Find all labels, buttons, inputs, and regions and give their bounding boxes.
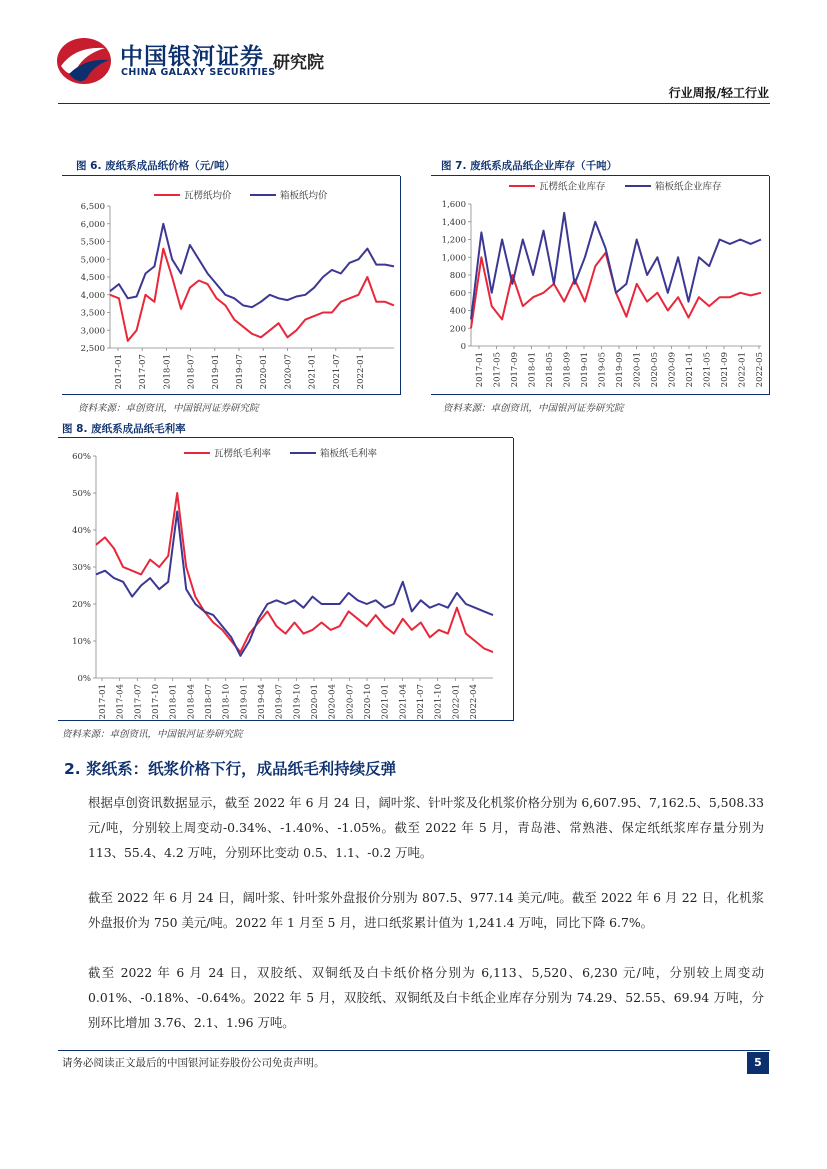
x-tick-label: 2019-07 xyxy=(274,684,285,720)
x-tick-label: 2020-07 xyxy=(345,684,356,720)
y-tick-label: 1,600 xyxy=(441,200,466,210)
y-tick-label: 1,400 xyxy=(441,217,466,228)
x-tick-label: 2019-09 xyxy=(615,352,625,388)
footer-divider xyxy=(58,1050,770,1051)
series-line-2 xyxy=(471,213,761,320)
x-tick-label: 2017-01 xyxy=(98,684,108,720)
figure-6-title: 图 6. 废纸系成品纸价格（元/吨） xyxy=(76,160,235,172)
x-tick-label: 2020-09 xyxy=(667,352,678,388)
x-tick-label: 2018-09 xyxy=(562,352,573,388)
figure-7-title: 图 7. 废纸系成品纸企业库存（千吨） xyxy=(441,160,618,172)
x-tick-label: 2021-01 xyxy=(307,354,318,390)
y-tick-label: 3,500 xyxy=(80,308,105,319)
y-tick-label: 20% xyxy=(72,600,91,610)
y-tick-label: 0% xyxy=(77,674,91,684)
x-tick-label: 2018-01 xyxy=(527,352,538,388)
x-tick-label: 2021-01 xyxy=(685,352,695,388)
x-tick-label: 2020-04 xyxy=(327,684,338,720)
x-tick-label: 2020-01 xyxy=(632,352,643,388)
galaxy-logo-icon xyxy=(55,36,113,86)
paragraph-3 xyxy=(88,960,764,1035)
x-tick-label: 2021-09 xyxy=(720,352,730,388)
x-tick-label: 2019-07 xyxy=(235,354,245,390)
y-tick-label: 50% xyxy=(72,489,91,499)
x-tick-label: 2018-07 xyxy=(186,354,197,390)
x-tick-label: 2022-01 xyxy=(451,684,462,720)
y-tick-label: 2,500 xyxy=(80,344,105,354)
y-tick-label: 10% xyxy=(72,637,91,647)
section-title: 2. 浆纸系：纸浆价格下行，成品纸毛利持续反弹 xyxy=(64,760,397,778)
x-tick-label: 2017-05 xyxy=(492,352,503,388)
x-tick-label: 2018-04 xyxy=(186,684,197,720)
figure-7-chart xyxy=(431,176,769,396)
x-tick-label: 2018-07 xyxy=(204,684,214,720)
x-tick-label: 2020-05 xyxy=(650,352,660,388)
x-tick-label: 2019-10 xyxy=(292,684,303,720)
footer-disclaimer: 请务必阅读正文最后的中国银河证券股份公司免责声明。 xyxy=(62,1057,325,1069)
x-tick-label: 2020-07 xyxy=(283,354,294,390)
x-tick-label: 2022-04 xyxy=(469,684,479,720)
series-line-2 xyxy=(110,224,394,307)
y-tick-label: 60% xyxy=(72,452,91,462)
y-tick-label: 600 xyxy=(449,288,466,299)
y-tick-label: 800 xyxy=(449,271,466,281)
y-tick-label: 3,000 xyxy=(80,326,105,337)
x-tick-label: 2021-10 xyxy=(433,684,444,720)
y-tick-label: 30% xyxy=(72,563,91,573)
y-tick-label: 6,000 xyxy=(80,219,105,230)
x-tick-label: 2018-10 xyxy=(221,684,232,720)
x-tick-label: 2017-10 xyxy=(151,684,161,720)
legend-label-1: 瓦楞纸均价 xyxy=(184,190,232,202)
y-tick-label: 0 xyxy=(460,342,466,352)
header-divider xyxy=(58,103,770,104)
x-tick-label: 2022-01 xyxy=(356,354,366,390)
figure-8-title: 图 8. 废纸系成品纸毛利率 xyxy=(62,423,186,435)
x-tick-label: 2017-04 xyxy=(115,684,126,720)
y-tick-label: 5,000 xyxy=(80,255,105,266)
x-tick-label: 2017-07 xyxy=(133,684,144,720)
x-tick-label: 2021-07 xyxy=(416,684,426,720)
legend-label-2: 箱板纸企业库存 xyxy=(655,181,722,193)
x-tick-label: 2021-07 xyxy=(331,354,342,390)
x-tick-label: 2021-04 xyxy=(398,684,409,720)
legend-label-1: 瓦楞纸毛利率 xyxy=(214,448,272,460)
x-tick-label: 2019-01 xyxy=(580,352,590,388)
y-tick-label: 200 xyxy=(449,324,466,335)
paragraph-1-text: 根据卓创资讯数据显示，截至 2022 年 6 月 24 日，阔叶浆、针叶浆及化机浆价格分别为 6,607.95、7,162.5、5,508.33 元/吨，分别较上周变动-0.34%、-1.40%、-1.05%。截至 2022 年 5 月，青岛港、常熟港、保定纸纸浆库存量分别为 113、55.4、4.2 万吨，分别环比变动 0.5、1.1、-0.2 万吨。 xyxy=(88,795,764,860)
y-tick-label: 40% xyxy=(72,526,91,536)
figure-8-source: 资料来源：卓创资讯，中国银河证券研究院 xyxy=(62,729,243,740)
x-tick-label: 2020-01 xyxy=(310,684,320,720)
figure-6-chart xyxy=(62,176,400,396)
y-tick-label: 6,500 xyxy=(80,202,105,212)
logo-english-name: CHINA GALAXY SECURITIES xyxy=(121,67,276,78)
x-tick-label: 2019-01 xyxy=(239,684,250,720)
page-number: 5 xyxy=(747,1052,769,1074)
x-tick-label: 2019-05 xyxy=(597,352,608,388)
y-tick-label: 4,000 xyxy=(80,290,105,301)
paragraph-2 xyxy=(88,885,764,935)
legend-label-2: 箱板纸毛利率 xyxy=(320,448,378,460)
report-type: 行业周报/轻工行业 xyxy=(668,86,769,100)
paragraph-3-text: 截至 2022 年 6 月 24 日，双胶纸、双铜纸及白卡纸价格分别为 6,113、5,520、6,230 元/吨，分别较上周变动 0.01%、-0.18%、-0.64%。2022 年 5 月，双胶纸、双铜纸及白卡纸企业库存分别为 74.29、52.55、69.94 万吨，分别环比增加 3.76、2.1、1.96 万吨。 xyxy=(88,965,764,1030)
y-tick-label: 5,500 xyxy=(80,237,105,248)
y-tick-label: 4,500 xyxy=(80,273,105,283)
x-tick-label: 2017-07 xyxy=(138,354,149,390)
x-tick-label: 2020-01 xyxy=(259,354,270,390)
logo-chinese-name: 中国银河证券 xyxy=(120,44,264,70)
x-tick-label: 2022-05 xyxy=(755,352,765,388)
x-tick-label: 2018-01 xyxy=(162,354,173,390)
x-tick-label: 2017-01 xyxy=(475,352,485,388)
legend-label-2: 箱板纸均价 xyxy=(280,190,328,202)
x-tick-label: 2017-09 xyxy=(510,352,520,388)
series-line-1 xyxy=(96,493,493,652)
y-tick-label: 1,000 xyxy=(441,253,466,264)
x-tick-label: 2021-05 xyxy=(702,352,713,388)
x-tick-label: 2018-01 xyxy=(168,684,179,720)
legend-label-1: 瓦楞纸企业库存 xyxy=(539,181,606,193)
x-tick-label: 2019-01 xyxy=(210,354,221,390)
x-tick-label: 2021-01 xyxy=(380,684,391,720)
paragraph-2-text: 截至 2022 年 6 月 24 日，阔叶浆、针叶浆外盘报价分别为 807.5、977.14 美元/吨。截至 2022 年 6 月 22 日，化机浆外盘报价为 750 美元/吨。2022 年 1 月至 5 月，进口纸浆累计值为 1,241.4 万吨，同比下降 6.7%。 xyxy=(88,890,764,930)
x-tick-label: 2018-05 xyxy=(545,352,555,388)
y-tick-label: 1,200 xyxy=(441,235,466,246)
figure-6-source: 资料来源：卓创资讯，中国银河证券研究院 xyxy=(78,403,259,414)
x-tick-label: 2017-01 xyxy=(114,354,124,390)
x-tick-label: 2019-04 xyxy=(257,684,267,720)
y-tick-label: 400 xyxy=(449,306,466,317)
paragraph-1 xyxy=(88,790,764,865)
x-tick-label: 2020-10 xyxy=(363,684,373,720)
institute-label: 研究院 xyxy=(273,53,324,73)
x-tick-label: 2022-01 xyxy=(737,352,748,388)
figure-7-source: 资料来源：卓创资讯，中国银河证券研究院 xyxy=(443,403,624,414)
figure-8-chart xyxy=(58,438,513,722)
